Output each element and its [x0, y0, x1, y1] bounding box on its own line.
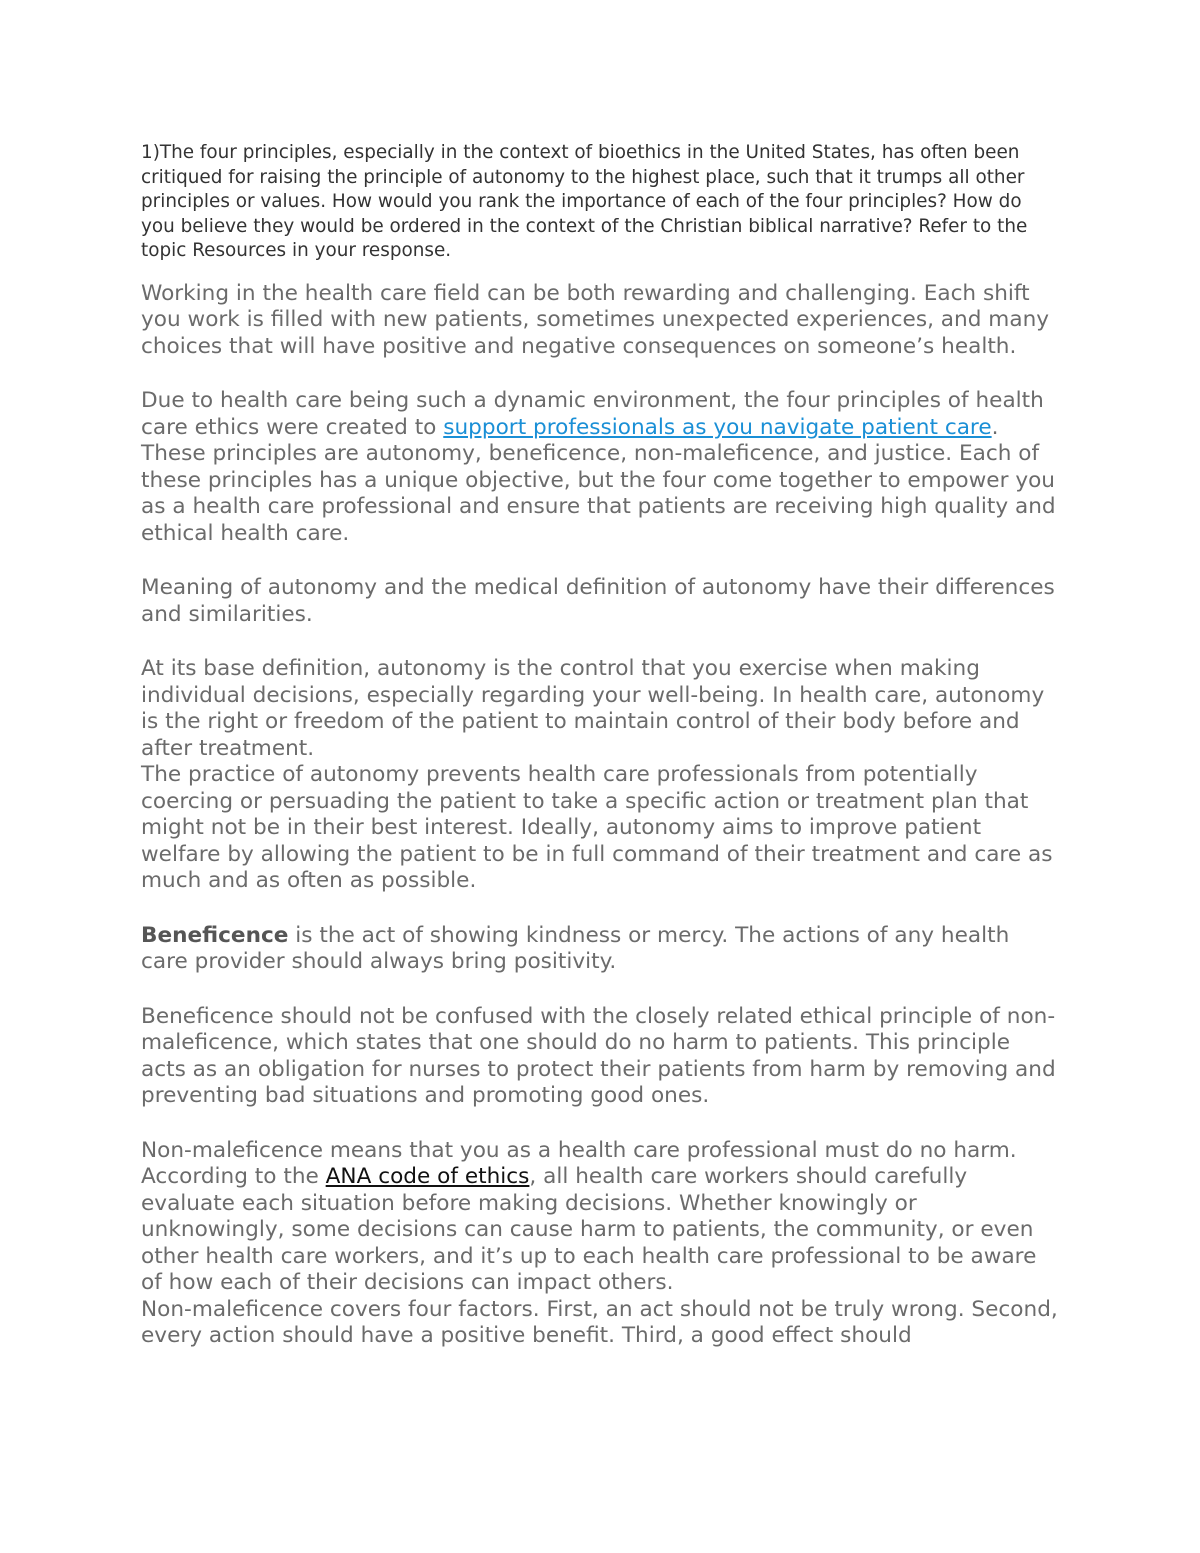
beneficence-term: Beneficence — [141, 922, 289, 948]
paragraph-text: is the act of showing kindness or mercy. The actions of any health care provider should always bring positivity. — [141, 922, 1010, 975]
ana-code-of-ethics-link[interactable]: ANA code of ethics — [325, 1164, 530, 1190]
paragraph-text: . These principles are autonomy, beneficence, non-maleficence, and justice. Each of these principles has a unique objective, but the four come together to empower you as a health care professional and ensure that patients are receiving high quality and ethical health care. — [141, 414, 1056, 546]
paragraph-autonomy-practice: The practice of autonomy prevents health care professionals from potentially coercing or persuading the patient to take a specific action or treatment plan that might not be in their best interest. Ideally, autonomy aims to improve patient welfare by allowing the patient to be in full command of their treatment and care as much and as often as possible. — [141, 762, 1053, 894]
paragraph-intro: Working in the health care field can be both rewarding and challenging. Each shift you work is filled with new patients, sometimes unexpected experiences, and many choices that will have positive and negative consequences on someone’s health. — [141, 280, 1050, 359]
paragraph-text: Due to health care being such a dynamic environment, the four principles of health care ethics were created to — [141, 388, 1044, 440]
paragraph-text: , all health care workers should carefully evaluate each situation before making decisions. Whether knowingly or unknowingly, some decisions can cause harm to patients, the community, or even other health care workers, and it’s up to each health care professional to be aware of how each of their decisions can impact others. — [141, 1164, 1037, 1296]
paragraph-beneficence-vs-nonmaleficence: Beneficence should not be confused with the closely related ethical principle of non-maleficence, which states that one should do no harm to patients. This principle acts as an obligation for nurses to protect their patients from harm by removing and preventing bad situations and promoting good ones. — [141, 1003, 1056, 1109]
paragraph-nonmaleficence — [141, 1138, 1061, 1297]
paragraph-nonmaleficence-factors: Non-maleficence covers four factors. First, an act should not be truly wrong. Second, every action should have a positive benefit. Third, a good effect should — [141, 1296, 1058, 1349]
question-prompt: 1)The four principles, especially in the context of bioethics in the United States, has often been critiqued for raising the principle of autonomy to the highest place, such that it trumps all other principles or values. How would you rank the importance of each of the four principles? How do you believe they would be ordered in the context of the Christian biblical narrative? Refer to the topic Resources in your response. — [141, 142, 1028, 262]
paragraph-autonomy-meaning: Meaning of autonomy and the medical definition of autonomy have their differences and similarities. — [141, 575, 1055, 627]
support-professionals-link[interactable]: support professionals as you navigate patient care — [443, 414, 992, 440]
document-body — [141, 141, 1061, 1350]
paragraph-beneficence — [141, 923, 1061, 976]
paragraph-text: Non-maleficence means that you as a health care professional must do no harm. According to the — [141, 1137, 1017, 1190]
paragraph-autonomy-definition: At its base definition, autonomy is the control that you exercise when making individual decisions, especially regarding your well-being. In health care, autonomy is the right or freedom of the patient to maintain control of their body before and after treatment. — [141, 656, 1045, 761]
paragraph-four-principles — [141, 388, 1061, 547]
